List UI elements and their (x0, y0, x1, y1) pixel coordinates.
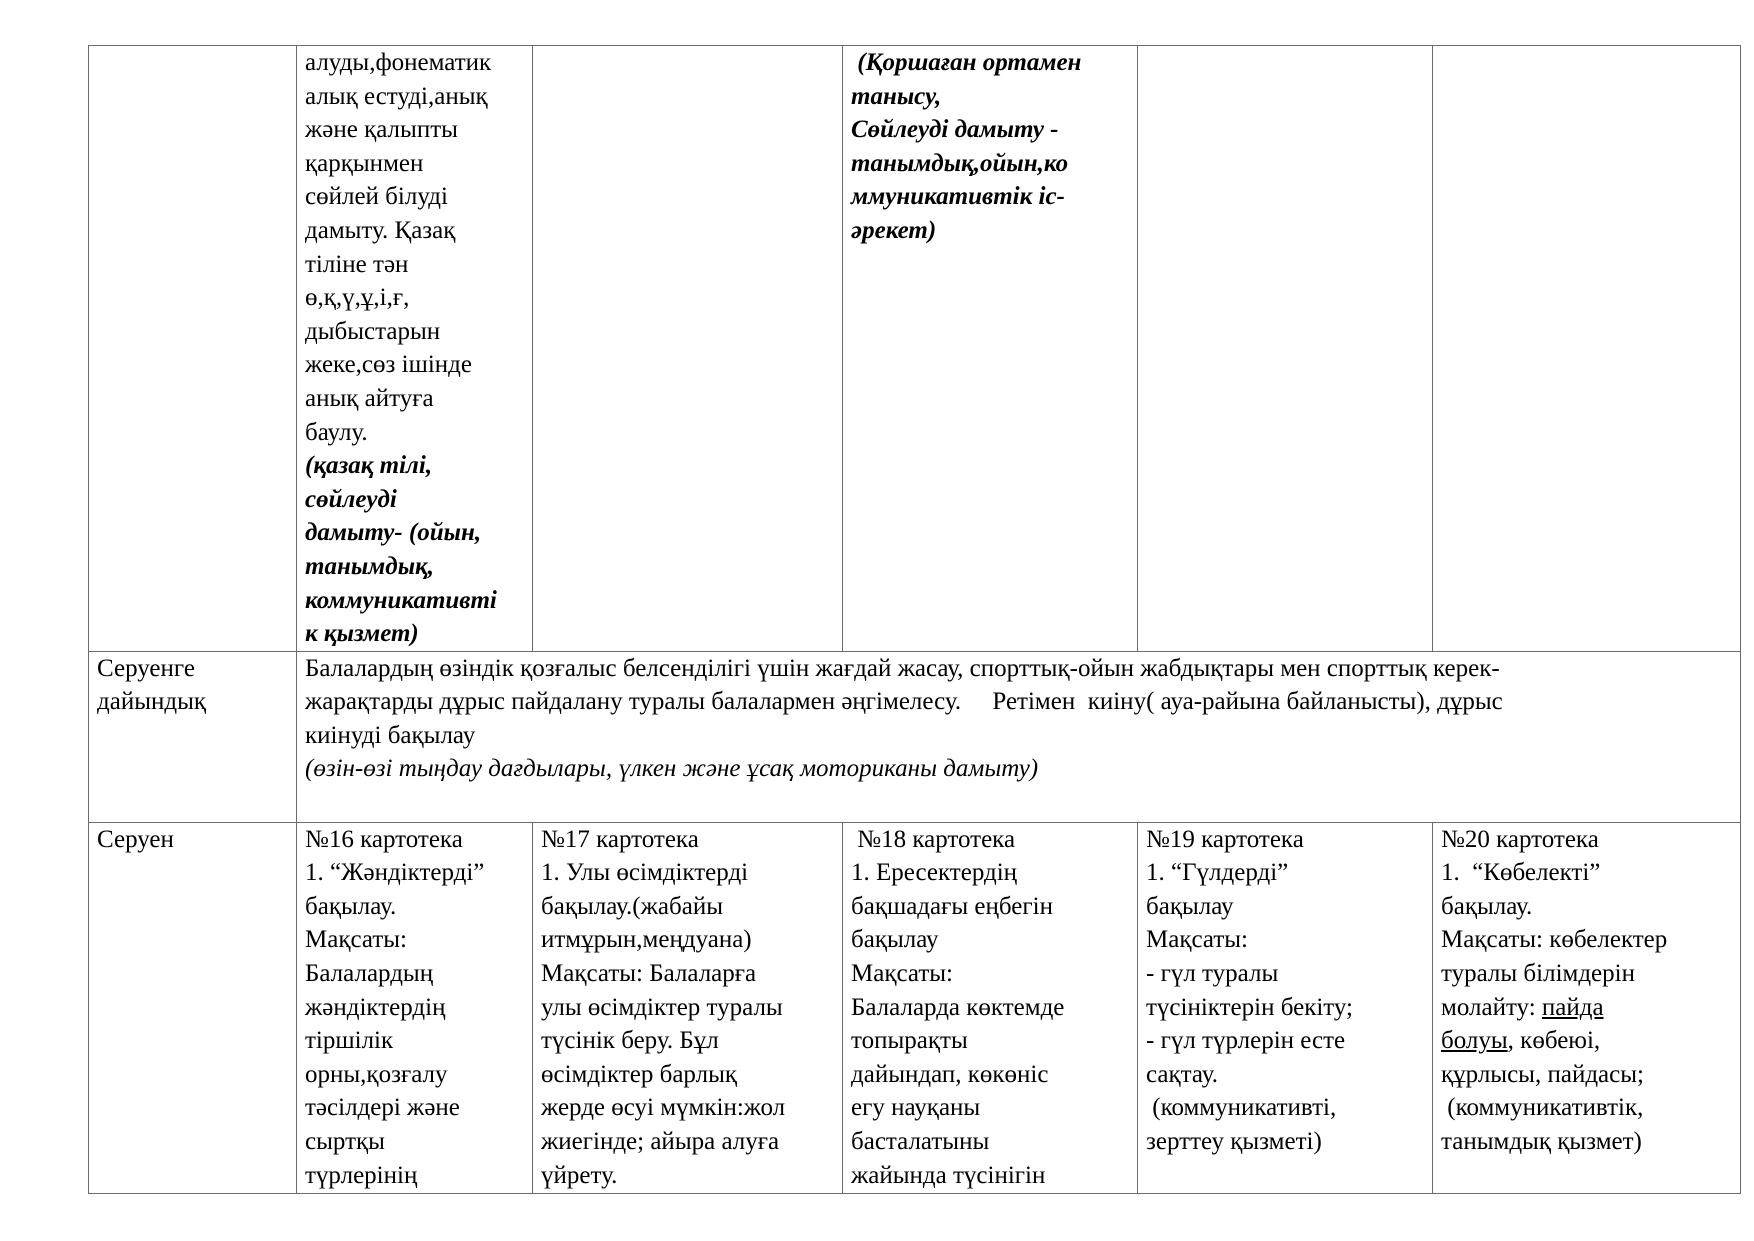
text-line: №20 картотека (1441, 825, 1599, 853)
text-line: өсімдіктер барлық (541, 1060, 738, 1088)
text-fragment: , көбеюі, (1507, 1027, 1601, 1055)
text-line: Мақсаты: (305, 926, 407, 954)
activity-area-line: әрекет) (851, 216, 937, 244)
text-line: сыртқы (305, 1128, 385, 1156)
text-line: улы өсімдіктер туралы (541, 993, 783, 1021)
cell-empty (533, 46, 843, 652)
text-line: баулу. (305, 418, 368, 446)
label-line: Серуен (97, 825, 174, 853)
text-line: сөйлей білуді (305, 183, 448, 211)
activity-area-line: ммуникативтік іс- (851, 183, 1065, 211)
text-line: (коммуникативтік, (1441, 1094, 1644, 1122)
text-line: - гүл түрлерін есте (1146, 1027, 1346, 1055)
text-line: түсінік беру. Бұл (541, 1027, 719, 1055)
cell-card-20 (1433, 822, 1741, 1193)
cell-activity-areas (843, 46, 1138, 652)
text-line: және қалыпты (305, 116, 458, 144)
text-line: Мақсаты: (1146, 926, 1248, 954)
text-line: танымдық қызмет) (1441, 1128, 1642, 1156)
text-line: тіліне тән (305, 250, 409, 278)
text-line: №18 картотека (851, 825, 1016, 853)
text-line: туралы білімдерін (1441, 960, 1635, 988)
row-label-walk-preparation (89, 651, 297, 822)
text-line: дыбыстарын (305, 317, 441, 345)
activity-area-line: коммуникативті (305, 586, 497, 614)
text-line: №19 картотека (1146, 825, 1304, 853)
cell-empty (1433, 46, 1741, 652)
cell-speech-goal (297, 46, 533, 652)
text-line: орны,қозғалу (305, 1060, 448, 1088)
text-line: Мақсаты: Балаларға (541, 960, 757, 988)
text-line: алуды,фонематик (305, 49, 492, 76)
text-line: 1. Ересектердің (851, 859, 1018, 887)
label-line: дайындық (97, 688, 207, 716)
activity-area-line: Сөйлеуді дамыту - (851, 116, 1059, 144)
text-line: ө,қ,ү,ұ,і,ғ, (305, 284, 410, 312)
cell-card-17 (533, 822, 843, 1193)
text-line: сақтау. (1146, 1060, 1218, 1088)
text-fragment: молайту: (1441, 993, 1542, 1021)
text-line (1441, 991, 1732, 1025)
table-row-continuation (89, 46, 1741, 652)
text-line: жайында түсінігін (851, 1161, 1046, 1189)
text-line: тәсілдері және (305, 1094, 460, 1122)
cell-card-16 (297, 822, 533, 1193)
text-line: 1. “Жәндіктерді” (305, 859, 485, 887)
daily-plan-table (88, 45, 1741, 1194)
cell-walk-preparation-text (297, 651, 1741, 822)
text-line: басталатыны (851, 1128, 990, 1156)
activity-area-line: (Қоршаған ортамен (851, 49, 1082, 76)
text-line: жәндіктердің (305, 993, 446, 1021)
text-line: 1. “Көбелекті” (1441, 859, 1601, 887)
text-line: Балаларда көктемде (851, 993, 1065, 1021)
activity-area-line: танымдық,ойын,ко (851, 149, 1069, 177)
text-line: - гүл туралы (1146, 960, 1279, 988)
activity-area-line: дамыту- (ойын, (305, 519, 482, 547)
text-line: бақшадағы еңбегін (851, 892, 1053, 920)
activity-area-line: танысу, (851, 82, 942, 110)
text-line: киінуді бақылау (305, 721, 476, 749)
text-line: топырақты (851, 1027, 968, 1055)
table-row-walk-preparation (89, 651, 1741, 822)
activity-area-line: (қазақ тілі, (305, 452, 433, 480)
text-line: анық айтуға (305, 384, 434, 412)
activity-area-line: сөйлеуді (305, 485, 397, 513)
text-line: қарқынмен (305, 149, 424, 177)
text-line: итмұрын,меңдуана) (541, 926, 752, 954)
text-line: Балалардың өзіндік қозғалыс белсенділігі үшін жағдай жасау, спорттық-ойын жабдықтары мен спорттық керек- (305, 654, 1500, 682)
text-line: бақылау.(жабайы (541, 892, 723, 920)
row-label-walk (89, 822, 297, 1193)
text-line: түрлерінің (305, 1161, 418, 1189)
text-line: құрлысы, пайдасы; (1441, 1060, 1644, 1088)
text-line: зерттеу қызметі) (1146, 1128, 1322, 1156)
text-line: түсініктерін бекіту; (1146, 993, 1353, 1021)
text-line: егу науқаны (851, 1094, 981, 1122)
text-line (1441, 1024, 1732, 1058)
text-line: алық естуді,анық (305, 82, 488, 110)
text-line: дамыту. Қазақ (305, 216, 456, 244)
cell-row-label-empty (89, 46, 297, 652)
cell-card-18 (843, 822, 1138, 1193)
text-line: жиегінде; айыра алуға (541, 1128, 780, 1156)
text-line: бақылау. (305, 892, 397, 920)
text-line: дайындап, көкөніс (851, 1060, 1049, 1088)
text-line: жеке,сөз ішінде (305, 351, 472, 379)
activity-area-line: к қызмет) (305, 620, 419, 648)
text-line: (коммуникативті, (1146, 1094, 1337, 1122)
cell-empty (1138, 46, 1433, 652)
text-line: №16 картотека (305, 825, 463, 853)
text-line: Мақсаты: көбелектер (1441, 926, 1668, 954)
underlined-text: болуы (1441, 1027, 1508, 1055)
table-row-walk (89, 822, 1741, 1193)
text-line: бақылау. (1441, 892, 1533, 920)
text-line: №17 картотека (541, 825, 699, 853)
text-line: 1. “Гүлдерді” (1146, 859, 1289, 887)
text-line: 1. Улы өсімдіктерді (541, 859, 749, 887)
text-line: бақылау (1146, 892, 1234, 920)
text-line: жарақтарды дұрыс пайдалану туралы балалармен әңгімелесу. Ретімен киіну( ауа-райына байланысты), дұрыс (305, 688, 1503, 716)
cell-card-19 (1138, 822, 1433, 1193)
text-line: жерде өсуі мүмкін:жол (541, 1094, 786, 1122)
activity-area-line: танымдық, (305, 552, 434, 580)
skills-note: (өзін-өзі тыңдау дағдылары, үлкен және ұсақ моториканы дамыту) (305, 755, 1039, 783)
label-line: Серуенге (97, 654, 195, 682)
text-line: тіршілік (305, 1027, 394, 1055)
text-line: үйрету. (541, 1161, 618, 1189)
underlined-text: пайда (1541, 993, 1604, 1021)
text-line: Мақсаты: (851, 960, 953, 988)
text-line: бақылау (851, 926, 939, 954)
text-line: Балалардың (305, 960, 434, 988)
